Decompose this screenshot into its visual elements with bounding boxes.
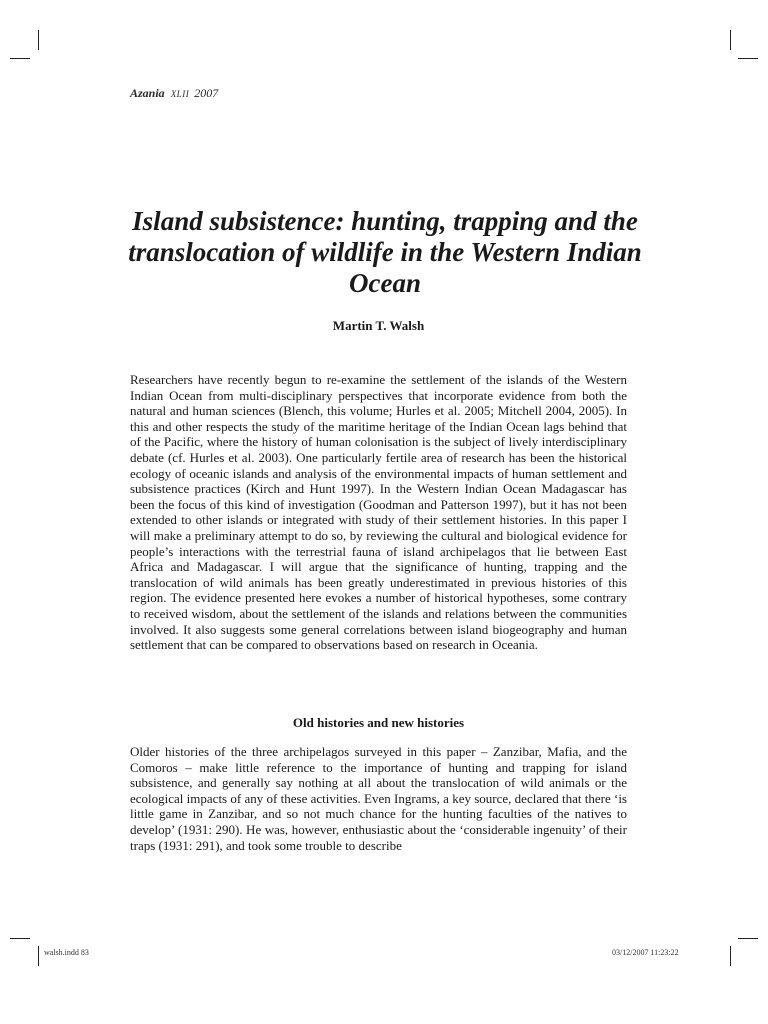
- footer-file: walsh.indd 83: [44, 948, 89, 957]
- crop-mark: [738, 938, 758, 939]
- crop-mark: [10, 938, 30, 939]
- section-heading: Old histories and new histories: [292, 715, 465, 730]
- article-title: Island subsistence: hunting, trapping and the translocation of wildlife in the Western Indian Ocean: [128, 206, 642, 298]
- author-name: Martin T. Walsh: [332, 318, 425, 333]
- section-paragraph: Older histories of the three archipelagos surveyed in this paper – Zanzibar, Mafia, and the Comoros – make little reference to the importance of hunting and trapping for island subsistence, and generally say nothing at all about the translocation of wild animals or the ecological impacts of any of these activities. Even Ingrams, a key source, declared that there ‘is little game in Zanzibar, and so not much chance for the hunting faculties of the natives to develop’ (1931: 290). He was, however, enthusiastic about the ‘considerable ingenuity’ of their traps (1931: 291), and took some trouble to describe: [130, 744, 627, 853]
- footer-timestamp: 03/12/2007 11:23:22: [612, 948, 679, 957]
- running-head: [130, 86, 218, 101]
- crop-mark: [38, 946, 39, 966]
- crop-mark: [738, 58, 758, 59]
- crop-mark: [730, 30, 731, 50]
- journal-name: Azania: [130, 86, 165, 100]
- intro-paragraph: Researchers have recently begun to re-examine the settlement of the islands of the Western Indian Ocean from multi-disciplinary perspectives that incorporate evidence from both the natural and human sciences (Blench, this volume; Hurles et al. 2005; Mitchell 2004, 2005). In this and other respects the study of the maritime heritage of the Indian Ocean lags behind that of the Pacific, where the history of human colonisation is the subject of lively interdisciplinary debate (cf. Hurles et al. 2003). One particularly fertile area of research has been the historical ecology of oceanic islands and analysis of the environmental impacts of human settlement and subsistence practices (Kirch and Hunt 1997). In the Western Indian Ocean Madagascar has been the focus of this kind of investigation (Goodman and Patterson 1997), but it has not been extended to other islands or integrated with study of their settlement histories. In this paper I will make a preliminary attempt to do so, by reviewing the cultural and biological evidence for people’s interactions with the terrestrial fauna of island archipelagos that lie between East Africa and Madagascar. I will argue that the significance of hunting, trapping and the translocation of wild animals has been greatly underestimated in previous histories of this region. The evidence presented here evokes a number of historical hypotheses, some contrary to received wisdom, about the settlement of the islands and relations between the communities involved. It also suggests some general correlations between island biogeography and human settlement that can be compared to observations based on research in Oceania.: [130, 372, 627, 653]
- crop-mark: [10, 58, 30, 59]
- journal-year: 2007: [194, 86, 219, 100]
- journal-volume: XLII: [170, 89, 190, 99]
- crop-mark: [38, 30, 39, 50]
- crop-mark: [730, 946, 731, 966]
